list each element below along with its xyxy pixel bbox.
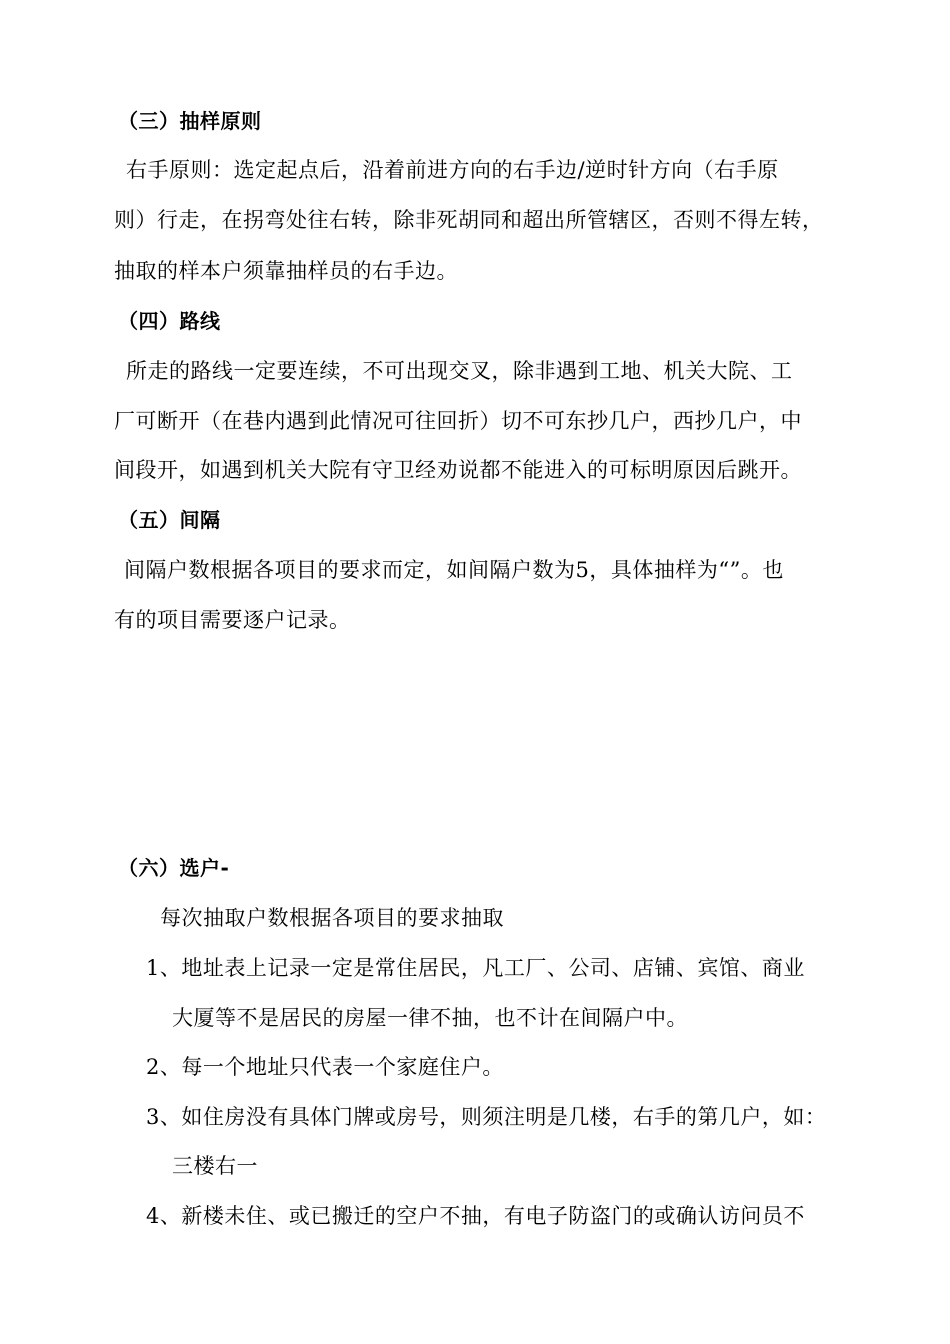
paragraph-line: 则）行走，在拐弯处往右转，除非死胡同和超出所管辖区，否则不得左转， xyxy=(114,208,824,232)
paragraph-line: 厂可断开（在巷内遇到此情况可往回折）切不可东抄几户，西抄几户，中 xyxy=(114,409,802,433)
paragraph-line: 有的项目需要逐户记录。 xyxy=(114,608,351,632)
section-heading-household-selection: （六）选户- xyxy=(118,856,230,880)
paragraph-line: 每次抽取户数根据各项目的要求抽取 xyxy=(160,906,504,930)
list-item: 2、每一个地址只代表一个家庭住户。 xyxy=(146,1055,504,1079)
paragraph-line: 间隔户数根据各项目的要求而定，如间隔户数为5，具体抽样为“”。也 xyxy=(124,558,784,582)
section-heading-route: （四）路线 xyxy=(118,309,221,333)
paragraph-line: 所走的路线一定要连续，不可出现交叉，除非遇到工地、机关大院、工 xyxy=(126,359,793,383)
section-heading-interval: （五）间隔 xyxy=(118,508,221,532)
paragraph-line: 抽取的样本户须靠抽样员的右手边。 xyxy=(114,259,458,283)
list-item: 3、如住房没有具体门牌或房号，则须注明是几楼，右手的第几户，如： xyxy=(146,1105,827,1129)
list-item-continuation: 三楼右一 xyxy=(172,1154,258,1178)
list-item: 4、新楼未住、或已搬迁的空户不抽，有电子防盗门的或确认访问员不 xyxy=(146,1204,805,1228)
list-item: 1、地址表上记录一定是常住居民，凡工厂、公司、店铺、宾馆、商业 xyxy=(146,956,805,980)
list-item-continuation: 大厦等不是居民的房屋一律不抽，也不计在间隔户中。 xyxy=(172,1006,688,1030)
section-heading-sampling-principle: （三）抽样原则 xyxy=(118,109,262,133)
paragraph-line: 间段开，如遇到机关大院有守卫经劝说都不能进入的可标明原因后跳开。 xyxy=(114,458,802,482)
paragraph-line: 右手原则：选定起点后，沿着前进方向的右手边/逆时针方向（右手原 xyxy=(126,158,779,182)
